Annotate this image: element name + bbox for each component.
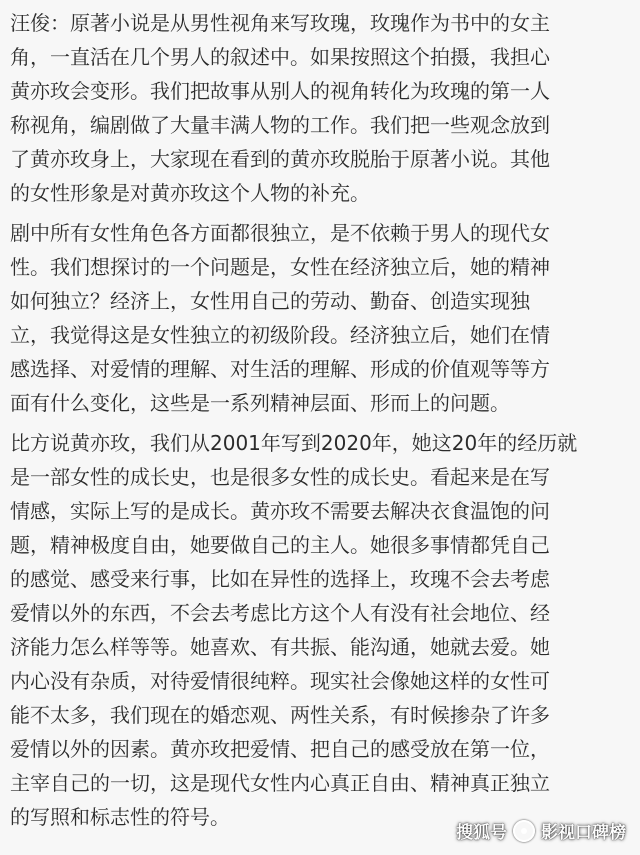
text-line: 的女性形象是对黄亦玫这个人物的补充。 — [10, 181, 370, 205]
text-line: 是一部女性的成长史，也是很多女性的成长史。看起来是在写 — [10, 465, 550, 489]
text-line: 立，我觉得这是女性独立的初级阶段。经济独立后，她们在情 — [10, 323, 550, 347]
text-line: 情感，实际上写的是成长。黄亦玫不需要去解决衣食温饱的问 — [10, 499, 550, 523]
text-line: 爱情以外的东西，不会去考虑比方这个人有没有社会地位、经 — [10, 601, 550, 625]
sohu-logo-icon — [513, 820, 535, 842]
sohu-watermark — [456, 818, 626, 843]
text-line: 内心没有杂质，对待爱情很纯粹。现实社会像她这样的女性可 — [10, 669, 550, 693]
text-line: 题，精神极度自由，她要做自己的主人。她很多事情都凭自己 — [10, 533, 550, 557]
text-line: 能不太多，我们现在的婚恋观、两性关系，有时候掺杂了许多 — [10, 703, 550, 727]
text-line: 黄亦玫会变形。我们把故事从别人的视角转化为玫瑰的第一人 — [10, 79, 550, 103]
text-line: 比方说黄亦玫，我们从2001年写到2020年，她这20年的经历就 — [10, 431, 578, 455]
text-line: 性。我们想探讨的一个问题是，女性在经济独立后，她的精神 — [10, 255, 550, 279]
text-line: 了黄亦玫身上，大家现在看到的黄亦玫脱胎于原著小说。其他 — [10, 147, 550, 171]
text-line: 如何独立？经济上，女性用自己的劳动、勤奋、创造实现独 — [10, 289, 530, 313]
text-line: 的写照和标志性的符号。 — [10, 805, 230, 829]
text-line: 的感觉、感受来行事，比如在异性的选择上，玫瑰不会去考虑 — [10, 567, 550, 591]
text-line: 主宰自己的一切，这是现代女性内心真正自由、精神真正独立 — [10, 771, 550, 795]
text-line: 面有什么变化，这些是一系列精神层面、形而上的问题。 — [10, 391, 510, 415]
text-line: 爱情以外的因素。黄亦玫把爱情、把自己的感受放在第一位， — [10, 737, 550, 761]
watermark-source-label: 搜狐号 — [456, 823, 507, 843]
text-line: 济能力怎么样等等。她喜欢、有共振、能沟通，她就去爱。她 — [10, 635, 550, 659]
text-line: 汪俊：原著小说是从男性视角来写玫瑰，玫瑰作为书中的女主 — [10, 11, 550, 35]
text-line: 角，一直活在几个男人的叙述中。如果按照这个拍摄，我担心 — [10, 45, 550, 69]
text-line: 感选择、对爱情的理解、对生活的理解、形成的价值观等等方 — [10, 357, 550, 381]
text-line: 称视角，编剧做了大量丰满人物的工作。我们把一些观念放到 — [10, 113, 550, 137]
watermark-account-label: 影视口碑榜 — [541, 823, 626, 843]
text-line: 剧中所有女性角色各方面都很独立，是不依赖于男人的现代女 — [10, 221, 550, 245]
